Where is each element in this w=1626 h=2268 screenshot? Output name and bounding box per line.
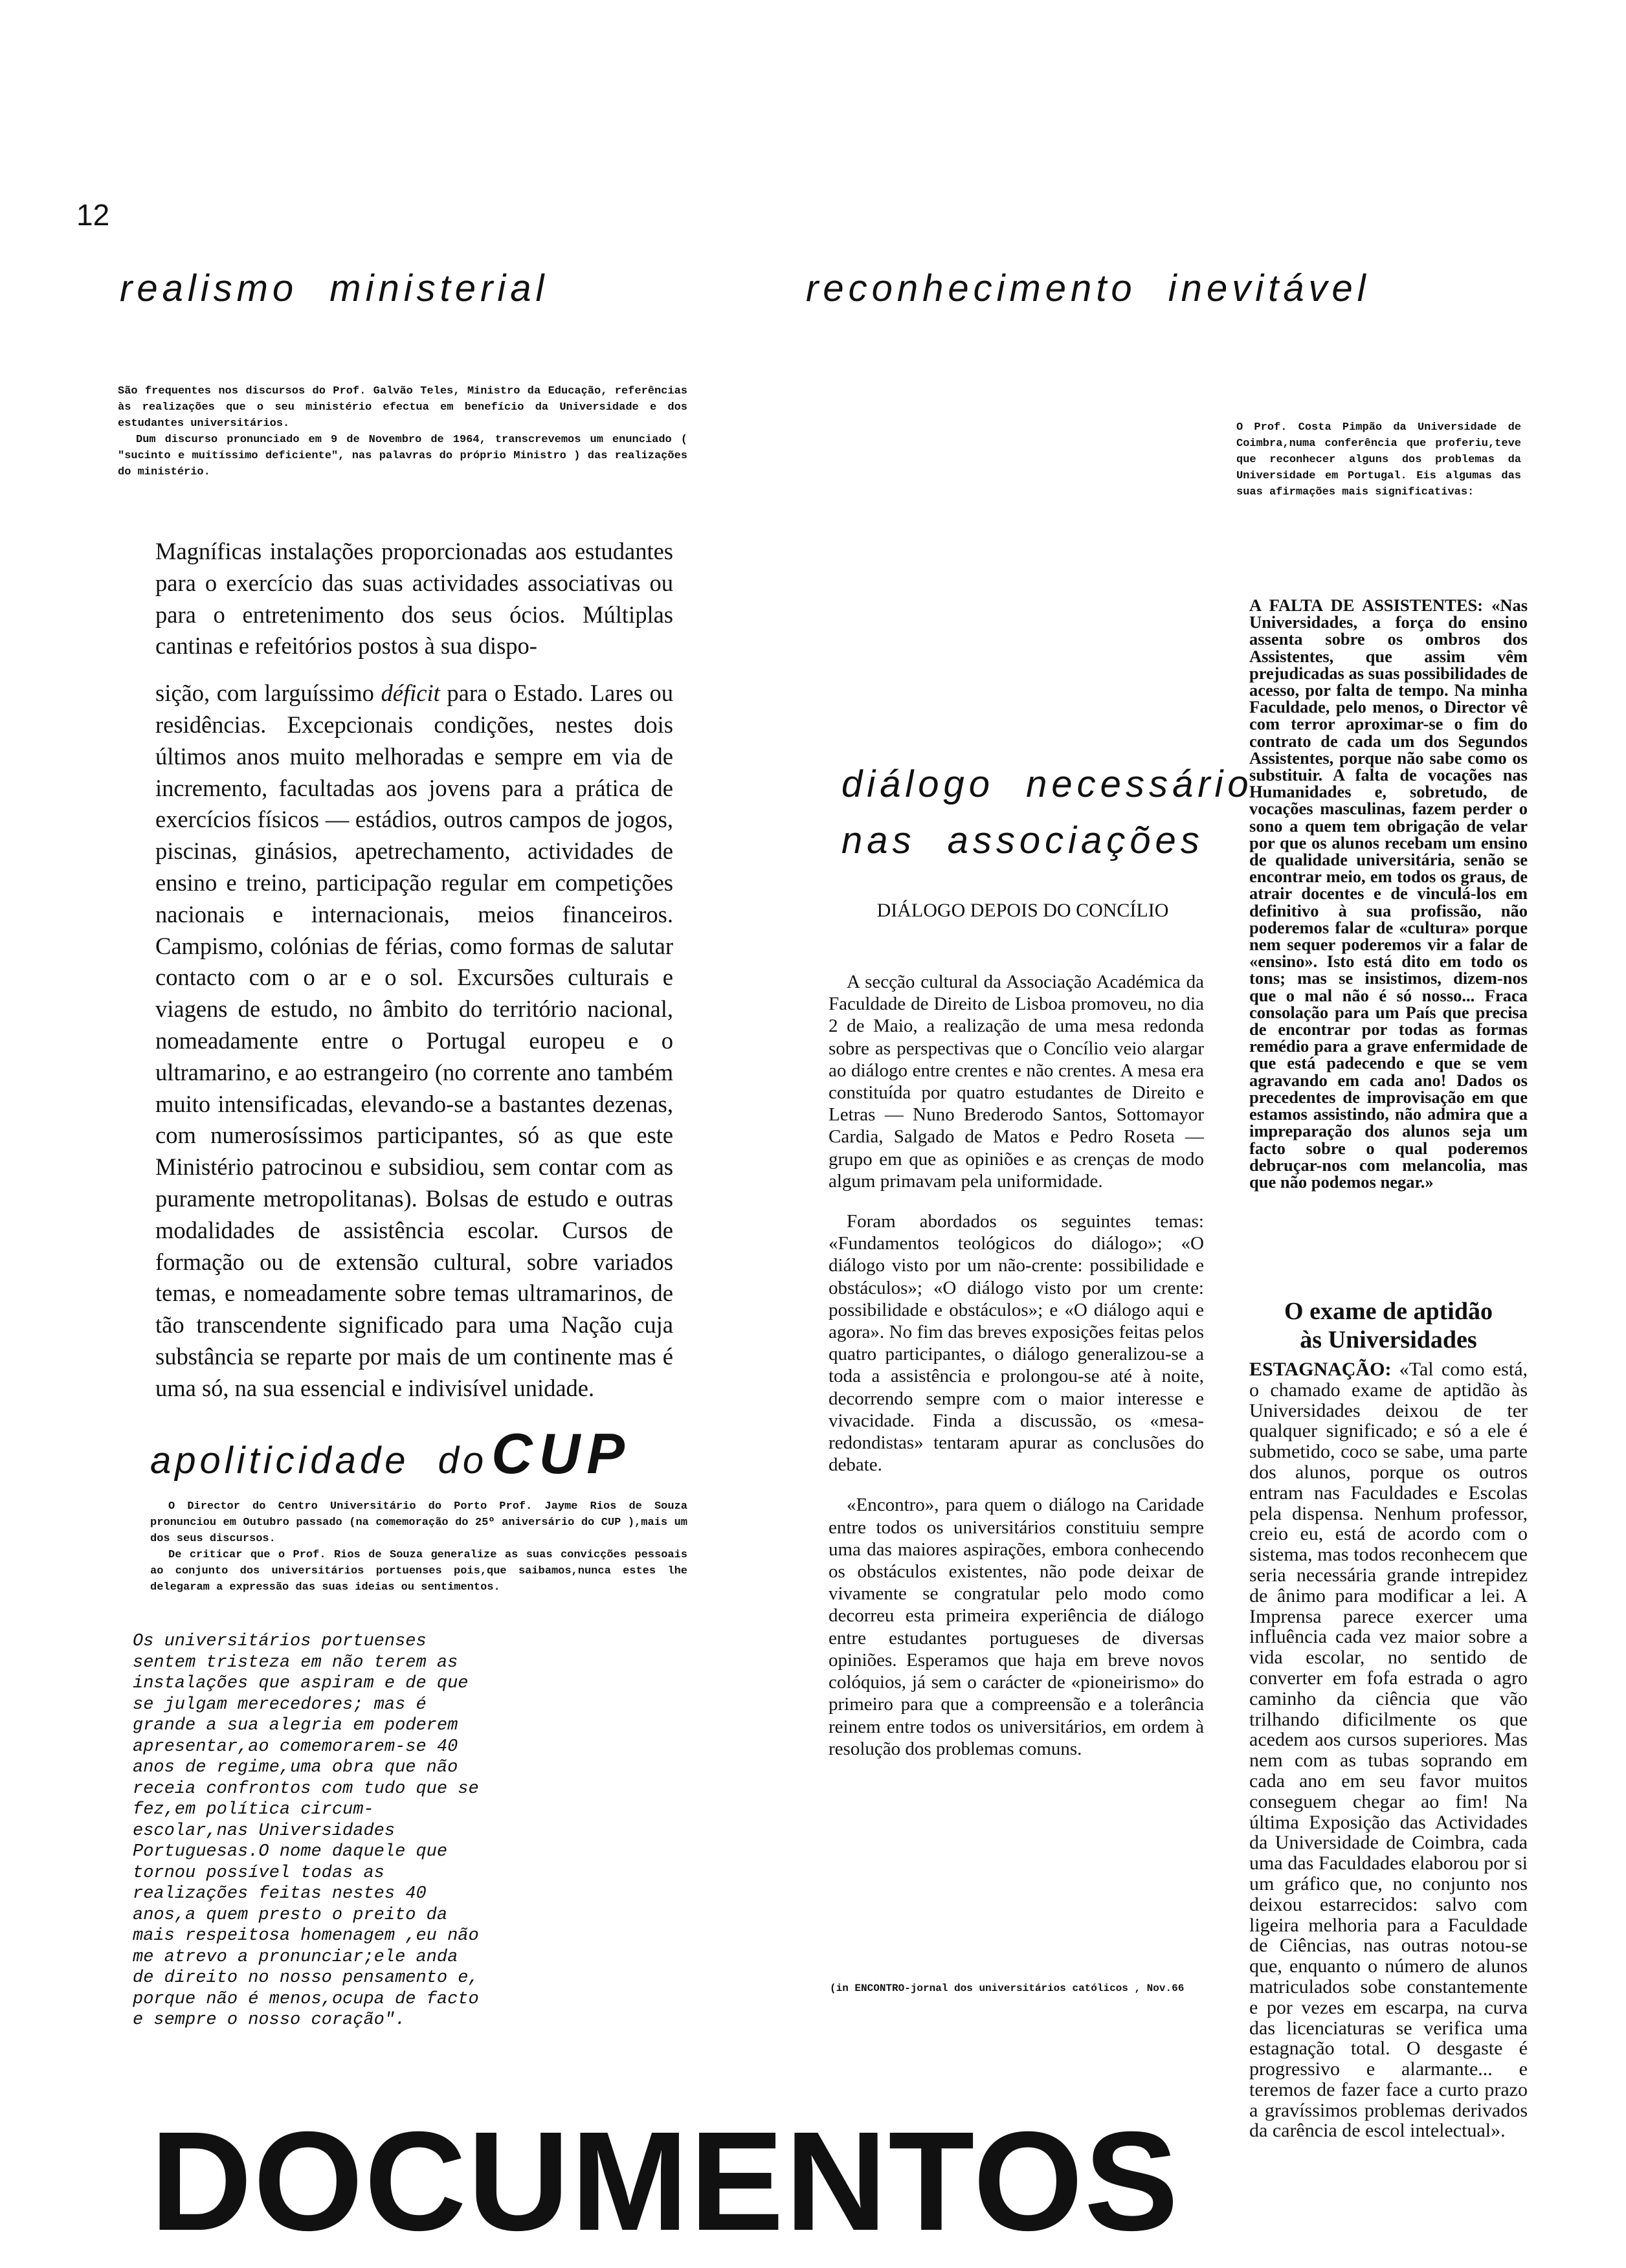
cup-quote: Os universitários portuenses sentem tristeza em não terem as instalações que aspiram e de que se julgam merecedores; mas é grande a sua alegria em poderem apresentar,ao comemorarem-se 40 anos de regime,uma obra que não receia confrontos com tudo que se fez,em política circum-escolar,nas Universidades Portuguesas.O nome daquele que tornou possível todas as realizações feitas nestes 40 anos,a quem presto o preito da mais respeitosa homenagem ,eu não me atrevo a pronunciar;ele anda de direito no nosso pensamento e, porque não é menos,ocupa de facto e sempre o nosso coração". <box>133 1632 479 2030</box>
realismo-body <box>155 536 673 1405</box>
headline-realismo-ministerial: realismo ministerial <box>120 267 549 309</box>
dialogo-p3: «Encontro», para quem o diálogo na Caridade entre todos os universitários constituiu sempre uma das maiores aspirações, embora conhecendo os obstáculos existentes, não pode deixar de vivamente se congratular pelo modo como decorreu esta primeira experiência de diálogo entre estudantes portugueses de diversas opiniões. Esperamos que haja em breve novos colóquios, já sem o carácter de «pioneirismo» do primeiro para que a compreensão e a tolerância reinem entre todos os universitários, em ordem à resolução dos problemas comuns. <box>829 1495 1204 1759</box>
dialogo-p2: Foram abordados os seguintes temas: «Fundamentos teológicos do diálogo»; «O diálogo visto por um não-crente: possibilidade e obstáculos»; «O diálogo visto por um crente: possibilidade e obstáculos»; e «O diálogo aqui e agora». No fim das breves exposições feitas pelos quatro participantes, o diálogo generalizou-se a toda a assistência e prolongou-se até à noite, decorrendo sempre com o maior interesse e vivacidade. Finda a discussão, os «mesa-redondistas» tentaram apurar as conclusões do debate. <box>829 1211 1204 1476</box>
dialogo-source: (in ENCONTRO-jornal dos universitários católicos , Nov.66 <box>830 1983 1185 1994</box>
dialogo-subheading: DIÁLOGO DEPOIS DO CONCÍLIO <box>876 900 1169 921</box>
headline-apoliticidade-cup <box>150 1421 631 1487</box>
headline-dialogo-line1: diálogo necessário <box>841 763 1253 805</box>
falta-assistentes-text: A FALTA DE ASSISTENTES: «Nas Universidades, a força do ensino assenta sobre os ombros dos Assistentes, que assim vêm prejudicadas as suas possibilidades de acesso, por falta de tempo. Na minha Faculdade, pelo menos, o Director vê com terror aproximar-se o fim do contrato de cada um dos Segundos Assistentes, porque não sabe como os substituir. A falta de vocações nas Humanidades e, sobretudo, de vocações masculinas, fazem perder o sono a quem tem obrigação de velar por que os alunos recebam um ensino de qualidade universitária, senão se encontrar meio, em todos os graus, de atrair docentes e de vinculá-los em definitivo à sua profissão, não poderemos falar de «cultura» porque nem sequer poderemos vir a falar de «ensino». Isto está dito em todo os tons; mas se insistimos, dizem-nos que o mal não é só nosso... Fraca consolação para um País que precisa de encontrar por todas as formas remédio para a grave enfermidade de que está padecendo e que se vem agravando em cada ano! Dados os precedentes de improvisação em que estamos assistindo, não admira que a impreparação dos alunos seja um facto sobre o qual poderemos debruçar-nos com melancolia, mas que não podemos negar.» <box>1249 595 1528 1192</box>
headline-dialogo-line2: nas associações <box>841 819 1204 862</box>
falta-assistentes <box>1249 597 1528 1190</box>
deficit-emphasis: déficit <box>381 680 440 707</box>
dialogo-body <box>829 971 1204 1760</box>
realismo-intro-p1: São frequentes nos discursos do Prof. Galvão Teles, Ministro da Educação, referências às realizações que o seu ministério efectua em benefício da Universidade e dos estudantes universitários. <box>118 385 687 430</box>
page-number: 12 <box>76 198 110 232</box>
realismo-body-p2: sição, com larguíssimo déficit para o Estado. Lares ou residências. Excepcionais condições, nestes dois últimos anos muito melhoradas e sempre em via de incremento, facultadas aos jovens para a prática de exercícios físicos — estádios, outros campos de jogos, piscinas, ginásios, apetrechamento, actividades de ensino e treino, participação regular em competições nacionais e internacionais, meios financeiros. Campismo, colónias de férias, como formas de salutar contacto com o ar e o sol. Excursões culturais e viagens de estudo, no âmbito do território nacional, nomeadamente entre o Portugal europeu e o ultramarino, e ao estrangeiro (no corrente ano também muito intensificadas, elevando-se a bastantes dezenas, com numerosíssimos participantes, só as que este Ministério patrocinou e subsidiou, sem contar com as puramente metropolitanas). Bolsas de estudo e outras modalidades de assistência escolar. Cursos de formação ou de extensão cultural, sobre variados temas, e nomeadamente sobre temas ultramarinos, de tão transcendente significado para uma Nação cuja substância se reparte por mais de um continente mas é uma só, na sua essencial e indivisível unidade. <box>155 680 674 1401</box>
headline-cup: CUP <box>491 1421 631 1485</box>
realismo-intro-p2: Dum discurso pronunciado em 9 de Novembro de 1964, transcrevemos um enunciado ( "sucinto e muitíssimo deficiente", nas palavras do próprio Ministro ) das realizações do ministério. <box>118 434 687 478</box>
exame-heading-line2: às Universidades <box>1300 1326 1477 1353</box>
exame-text: ESTAGNAÇÃO: «Tal como está, o chamado exame de aptidão às Universidades deixou de ter qualquer significado; e só a ele é submetido, coco se sabe, uma parte dos alunos, porque os outros entram nas Faculdades e Escolas pela dispensa. Nenhum professor, creio eu, está de acordo com o sistema, mas todos reconhecem que seria necessária grande intrepidez de ânimo para modificar a lei. A Imprensa parece exercer uma influência cada vez maior sobre a vida escolar, no sentido de converter em fofa estrada o agro caminho da ciência que vão trilhando dificilmente os que acedem aos cursos superiores. Mas nem com as tubas soprando em cada ano em seu favor muitos conseguem chegar ao fim! Na última Exposição das Actividades da Universidade de Coimbra, cada uma das Faculdades elaborou por si um gráfico que, no conjunto nos deixou estarrecidos: salvo com ligeira melhoria para a Faculdade de Ciências, nas outras notou-se que, enquanto o número de alunos matriculados sobe constantemente e por vezes em escarpa, na curva das licenciaturas se verifica uma estagnação total. O desgaste é progressivo e alarmante... e teremos de fazer face a curto prazo a gravíssimos problemas derivados da carência de escol intelectual». <box>1249 1359 1528 2142</box>
realismo-body-p1: Magníficas instalações proporcionadas aos estudantes para o exercício das suas actividades associativas ou para o entretenimento dos seus ócios. Múltiplas cantinas e refeitórios postos à sua dispo- <box>155 538 673 660</box>
exame-heading-line1: O exame de aptidão <box>1284 1298 1493 1325</box>
reconhecimento-intro: O Prof. Costa Pimpão da Universidade de Coimbra,numa conferência que proferiu,teve que reconhecer alguns dos problemas da Universidade em Portugal. Eis algumas das suas afirmações mais significativas: <box>1236 421 1521 498</box>
cup-intro-p2: De criticar que o Prof. Rios de Souza generalize as suas convicções pessoais ao conjunto dos universitários portuenses pois,que saibamos,nunca estes lhe delegaram a expressão das suas ideias ou sentimentos. <box>150 1549 687 1594</box>
cup-intro <box>150 1498 687 1595</box>
estagnacao-label: ESTAGNAÇÃO: <box>1249 1359 1392 1380</box>
exame-body <box>1249 1359 1528 2141</box>
falta-assistentes-label: A FALTA DE ASSISTENTES: <box>1249 595 1484 615</box>
exame-heading <box>1249 1297 1528 1354</box>
realismo-intro <box>118 383 687 480</box>
cup-intro-p1: O Director do Centro Universitário do Porto Prof. Jayme Rios de Souza pronunciou em Outubro passado (na comemoração do 25º aniversário do CUP ),mais um dos seus discursos. <box>150 1500 687 1545</box>
documentos-banner: DOCUMENTOS <box>150 2103 1180 2260</box>
dialogo-p1: A secção cultural da Associação Académica da Faculdade de Direito de Lisboa promoveu, no dia 2 de Maio, a realização de uma mesa redonda sobre as perspectivas que o Concílio veio alargar ao diálogo entre crentes e não crentes. A mesa era constituída por quatro estudantes de Direito e Letras — Nuno Brederodo Santos, Sottomayor Cardia, Salgado de Matos e Pedro Roseta — grupo em que as opiniões e as crenças de modo algum primavam pela uniformidade. <box>829 972 1204 1192</box>
headline-reconhecimento-inevitavel: reconhecimento inevitável <box>806 267 1370 309</box>
headline-apoliticidade: apoliticidade do <box>150 1440 488 1482</box>
